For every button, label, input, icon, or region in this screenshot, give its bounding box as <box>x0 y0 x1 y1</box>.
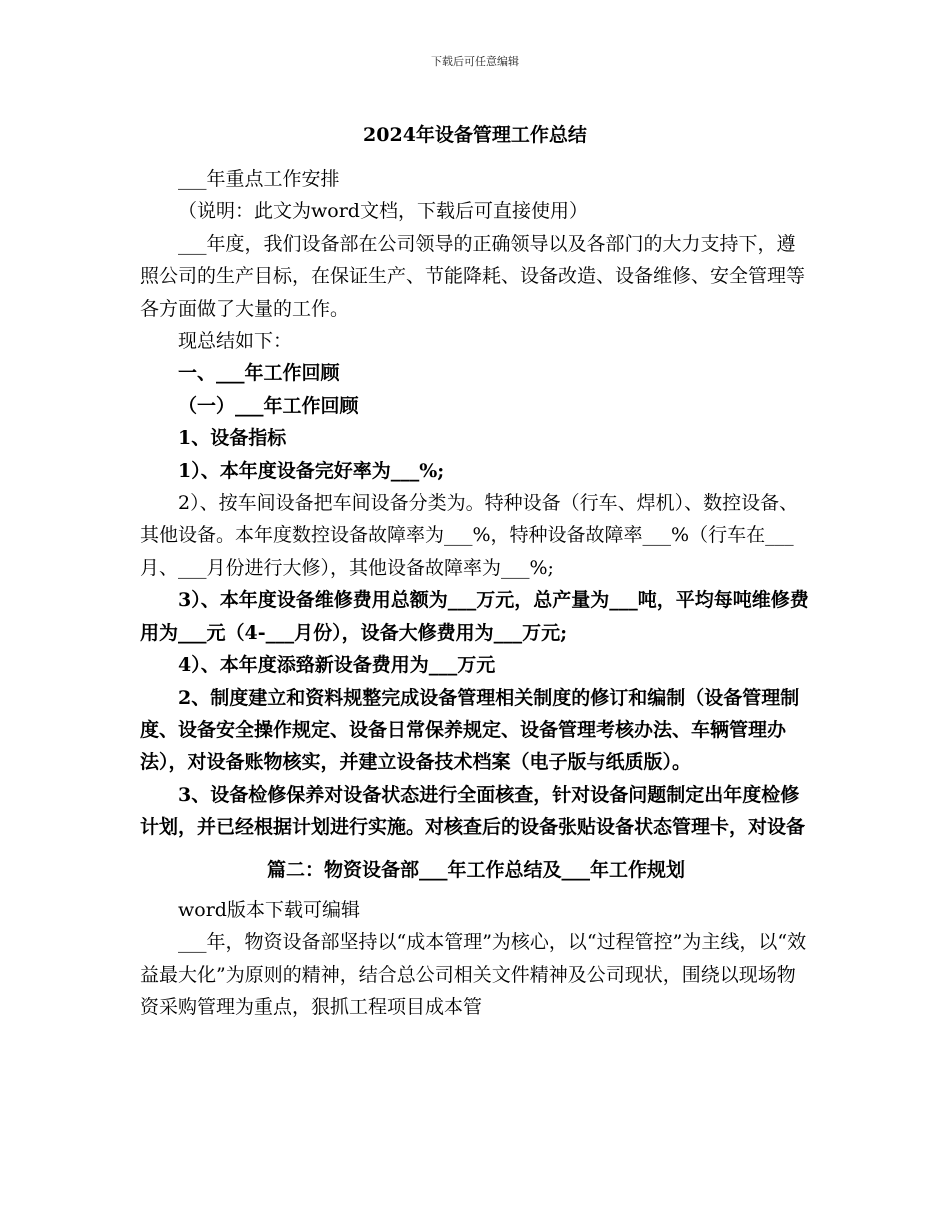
document-title: 2024年设备管理工作总结 <box>363 124 587 146</box>
item-maintenance-cost: 3）、本年度设备维修费用总额为___万元，总产量为___吨，平均每吨维修费用为___元（4-___月份），设备大修费用为___万元; <box>140 589 809 644</box>
paragraph-intro: ___年度，我们设备部在公司领导的正确领导以及各部门的大力支持下，遵照公司的生产目标，在保证生产、节能降耗、设备改造、设备维修、安全管理等各方面做了大量的工作。 <box>140 232 806 320</box>
document-body <box>140 163 812 1024</box>
heading-equipment-indicators: 1、设备指标 <box>178 427 287 450</box>
paragraph-part-two-intro: ___年，物资设备部坚持以“成本管理”为核心，以“过程管控”为主线，以“效益最大化”为原则的精神，结合总公司相关文件精神及公司现状，围绕以现场物资采购管理为重点，狠抓工程项目成本管 <box>140 931 807 1019</box>
heading-section-1: 一、___年工作回顾 <box>178 362 340 385</box>
page-header: 下载后可任意编辑 <box>431 55 519 68</box>
paragraph-word-version: word版本下载可编辑 <box>178 898 360 921</box>
item-intact-rate: 1）、本年度设备完好率为___%; <box>178 459 445 482</box>
subtitle-part-two: 篇二：物资设备部___年工作总结及___年工作规划 <box>266 858 685 881</box>
item-new-equipment-cost: 4）、本年度添臵新设备费用为___万元 <box>178 654 496 677</box>
item-system-building: 2、制度建立和资料规整完成设备管理相关制度的修订和编制（设备管理制度、设备安全操作规定、设备日常保养规定、设备管理考核办法、车辆管理办法），对设备账物核实，并建立设备技术档案（电子版与纸质版）。 <box>140 686 800 774</box>
paragraph-key-work: ___年重点工作安排 <box>178 168 340 190</box>
item-failure-rate: 2）、按车间设备把车间设备分类为。特种设备（行车、焊机）、数控设备、其他设备。本年度数控设备故障率为___%，特种设备故障率___%（行车在___月、___月份进行大修），其他设备故障率为___%; <box>140 492 799 579</box>
item-maintenance-plan: 3、设备检修保养对设备状态进行全面核查，针对设备问题制定出年度检修计划，并已经根据计划进行实施。对核查后的设备张贴设备状态管理卡，对设备 <box>140 783 806 839</box>
heading-subsection-1: （一）___年工作回顾 <box>178 394 359 417</box>
paragraph-summary-lead: 现总结如下： <box>178 330 293 353</box>
paragraph-note: （说明：此文为word文档，下载后可直接使用） <box>178 200 588 223</box>
